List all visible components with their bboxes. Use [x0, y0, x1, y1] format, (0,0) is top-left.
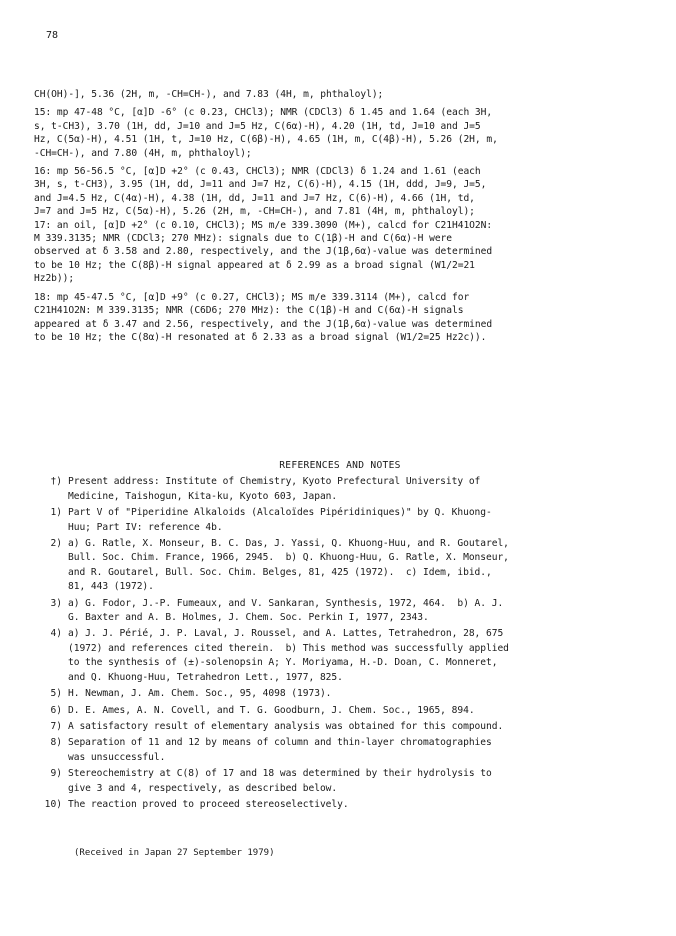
note-marker: 8) [50, 737, 62, 749]
note-body [68, 736, 652, 765]
note-line: A satisfactory result of elementary analysis was obtained for this compound. [68, 720, 504, 732]
data-line: appeared at δ 3.47 and 2.56, respectively, and the J(1β,6α)-value was determined [34, 318, 493, 330]
note-body [68, 798, 652, 812]
note-body [68, 704, 652, 718]
note-line: give 3 and 4, respectively, as described below. [68, 782, 338, 794]
note-body [68, 537, 652, 595]
note-marker: 2) [50, 538, 62, 550]
references-and-notes [28, 448, 652, 814]
data-line: and J=4.5 Hz, C(4α)-H), 4.38 (1H, dd, J=11 and J=7 Hz, C(6)-H), 4.66 (1H, td, [34, 192, 475, 204]
page-number: 78 [46, 30, 59, 41]
reference-note [28, 720, 652, 734]
note-line: G. Baxter and A. B. Holmes, J. Chem. Soc. Perkin I, 1977, 2343. [68, 612, 429, 624]
reference-note [28, 597, 652, 626]
note-marker: 1) [50, 507, 62, 519]
data-line: CH(OH)-], 5.36 (2H, m, -CH=CH-), and 7.83 (4H, m, phthaloyl); [34, 89, 384, 100]
note-line: The reaction proved to proceed stereoselectively. [68, 798, 349, 810]
note-body [68, 767, 652, 796]
received-date: (Received in Japan 27 September 1979) [74, 848, 275, 858]
note-line: Separation of 11 and 12 by means of column and thin-layer chromatographies [68, 737, 492, 749]
reference-note [28, 627, 652, 685]
note-line: Stereochemistry at C(8) of 17 and 18 was determined by their hydrolysis to [68, 768, 492, 780]
note-marker: 4) [50, 628, 62, 640]
note-line: 81, 443 (1972). [68, 581, 154, 593]
note-line: a) G. Fodor, J.-P. Fumeaux, and V. Sankaran, Synthesis, 1972, 464. b) A. J. [68, 597, 504, 609]
data-line: 18: mp 45-47.5 °C, [α]D +9° (c 0.27, CHCl3); MS m/e 339.3114 (M+), calcd for [34, 291, 470, 303]
note-line: D. E. Ames, A. N. Covell, and T. G. Goodburn, J. Chem. Soc., 1965, 894. [68, 704, 475, 716]
reference-note [28, 506, 652, 535]
note-line: H. Newman, J. Am. Chem. Soc., 95, 4098 (1973). [68, 688, 332, 700]
reference-note [28, 704, 652, 718]
note-line: Present address: Institute of Chemistry, Kyoto Prefectural University of [68, 476, 481, 488]
note-line: (1972) and references cited therein. b) This method was successfully applied [68, 642, 509, 654]
data-line: 17: an oil, [α]D +2° (c 0.10, CHCl3); MS m/e 339.3090 (M+), calcd for C21H41O2N: [34, 219, 493, 231]
note-line: and Q. Khuong-Huu, Tetrahedron Lett., 1977, 825. [68, 671, 343, 683]
data-line: -CH=CH-), and 7.80 (4H, m, phthaloyl); [34, 147, 252, 159]
note-marker: 7) [50, 720, 62, 732]
data-line: 15: mp 47-48 °C, [α]D -6° (c 0.23, CHCl3); NMR (CDCl3) δ 1.45 and 1.64 (each 3H, [34, 107, 493, 119]
note-line: was unsuccessful. [68, 751, 166, 763]
note-line: to the synthesis of (±)-solenopsin A; Y. Moriyama, H.-D. Doan, C. Monneret, [68, 657, 498, 669]
note-marker: 6) [50, 704, 62, 716]
data-line: M 339.3135; NMR (CDCl3; 270 MHz): signals due to C(1β)-H and C(6α)-H were [34, 233, 452, 245]
data-line: to be 10 Hz; the C(8α)-H resonated at δ 2.33 as a broad signal (W1/2=25 Hz2c)). [34, 331, 487, 343]
reference-note [28, 798, 652, 812]
note-line: a) J. J. Périé, J. P. Laval, J. Roussel, and A. Lattes, Tetrahedron, 28, 675 [68, 628, 504, 640]
note-line: and R. Goutarel, Bull. Soc. Chim. Belges, 81, 425 (1972). c) Idem, ibid., [68, 566, 492, 578]
reference-note [28, 767, 652, 796]
reference-note [28, 687, 652, 701]
data-line: s, t-CH3), 3.70 (1H, dd, J=10 and J=5 Hz, C(6α)-H), 4.20 (1H, td, J=10 and J=5 [34, 120, 481, 132]
note-marker: 5) [50, 688, 62, 700]
note-body [68, 597, 652, 626]
spectral-data [34, 88, 648, 344]
notes-list [28, 475, 652, 812]
note-body [68, 627, 652, 685]
reference-note [28, 736, 652, 765]
note-body [68, 506, 652, 535]
references-heading: REFERENCES AND NOTES [279, 460, 401, 471]
data-line: Hz, C(5α)-H), 4.51 (1H, t, J=10 Hz, C(6β)-H), 4.65 (1H, m, C(4β)-H), 5.26 (2H, m, [34, 134, 498, 146]
note-line: Huu; Part IV: reference 4b. [68, 521, 223, 533]
note-marker: 10) [44, 798, 62, 810]
reference-note [28, 475, 652, 504]
note-marker: †) [50, 476, 62, 488]
data-line: C21H41O2N: M 339.3135; NMR (C6D6; 270 MHz): the C(1β)-H and C(6α)-H signals [34, 305, 464, 317]
note-body [68, 720, 652, 734]
data-line: 3H, s, t-CH3), 3.95 (1H, dd, J=11 and J=7 Hz, C(6)-H), 4.15 (1H, ddd, J=9, J=5, [34, 179, 487, 191]
note-marker: 3) [50, 597, 62, 609]
data-line: J=7 and J=5 Hz, C(5α)-H), 5.26 (2H, m, -CH=CH-), and 7.81 (4H, m, phthaloyl); [34, 206, 475, 218]
data-line: to be 10 Hz; the C(8β)-H signal appeared at δ 2.99 as a broad signal (W1/2=21 [34, 259, 475, 271]
note-body [68, 687, 652, 701]
note-line: Part V of "Piperidine Alkaloids (Alcaloïdes Pipéridiniques)" by Q. Khuong- [68, 507, 492, 519]
data-line: Hz2b)); [34, 273, 75, 285]
note-marker: 9) [50, 768, 62, 780]
note-body [68, 475, 652, 504]
note-line: a) G. Ratle, X. Monseur, B. C. Das, J. Yassi, Q. Khuong-Huu, and R. Goutarel, [68, 538, 509, 550]
note-line: Medicine, Taishogun, Kita-ku, Kyoto 603, Japan. [68, 490, 338, 502]
reference-note [28, 537, 652, 595]
data-line: 16: mp 56-56.5 °C, [α]D +2° (c 0.43, CHCl3); NMR (CDCl3) δ 1.24 and 1.61 (each [34, 166, 481, 178]
note-line: Bull. Soc. Chim. France, 1966, 2945. b) Q. Khuong-Huu, G. Ratle, X. Monseur, [68, 552, 509, 564]
data-line: observed at δ 3.58 and 2.80, respectively, and the J(1β,6α)-value was determined [34, 246, 493, 258]
